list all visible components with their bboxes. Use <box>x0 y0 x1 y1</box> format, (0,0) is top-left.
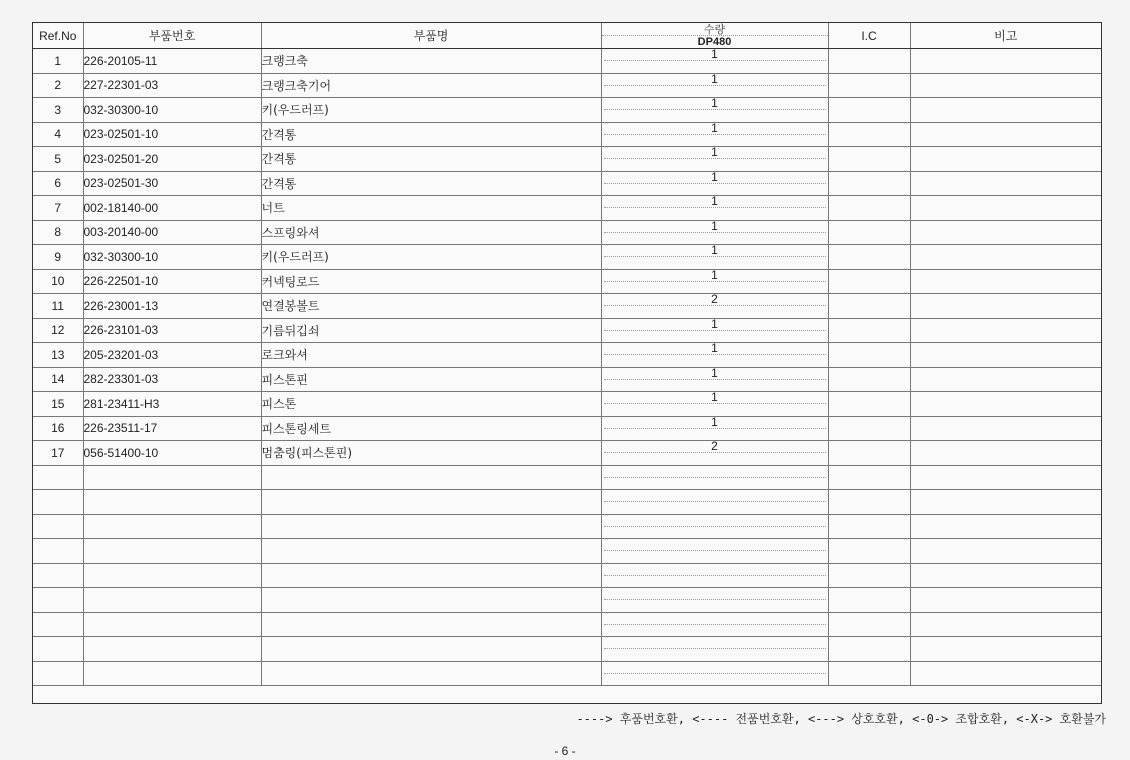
quantity-value: 1 <box>711 220 718 233</box>
part-number-cell <box>83 588 261 613</box>
part-name-cell <box>261 637 601 662</box>
remarks-cell <box>910 49 1101 74</box>
ref-no-cell <box>33 563 83 588</box>
ref-no-cell: 12 <box>33 318 83 343</box>
part-name-cell: 멈춤링(피스톤핀) <box>261 441 601 466</box>
quantity-cell <box>601 392 828 417</box>
part-number-cell: 023-02501-30 <box>83 171 261 196</box>
dotted-divider <box>604 60 826 61</box>
remarks-cell <box>910 98 1101 123</box>
remarks-cell <box>910 612 1101 637</box>
quantity-cell <box>601 563 828 588</box>
quantity-cell <box>601 490 828 515</box>
part-name-cell: 간격통 <box>261 147 601 172</box>
quantity-cell <box>601 269 828 294</box>
table-row <box>33 514 1101 539</box>
quantity-value: 2 <box>711 440 718 453</box>
remarks-cell <box>910 416 1101 441</box>
table-row <box>33 220 1101 245</box>
ref-no-cell <box>33 465 83 490</box>
part-name-cell <box>261 612 601 637</box>
table-row <box>33 416 1101 441</box>
quantity-cell <box>601 343 828 368</box>
quantity-cell <box>601 416 828 441</box>
quantity-value: 1 <box>711 244 718 257</box>
table-row <box>33 245 1101 270</box>
ic-cell <box>828 98 910 123</box>
ref-no-cell: 3 <box>33 98 83 123</box>
quantity-cell <box>601 220 828 245</box>
part-number-cell: 226-23511-17 <box>83 416 261 441</box>
ic-cell <box>828 220 910 245</box>
ref-no-header: Ref.No <box>33 23 83 49</box>
quantity-value: 1 <box>711 48 718 61</box>
ic-cell <box>828 49 910 74</box>
ic-cell <box>828 465 910 490</box>
ic-cell <box>828 661 910 686</box>
ic-cell <box>828 588 910 613</box>
part-name-cell: 피스톤핀 <box>261 367 601 392</box>
remarks-cell <box>910 73 1101 98</box>
dotted-divider <box>604 85 826 86</box>
dotted-divider <box>604 624 826 625</box>
part-name-cell: 간격통 <box>261 122 601 147</box>
quantity-cell <box>601 73 828 98</box>
table-row <box>33 171 1101 196</box>
part-name-cell <box>261 539 601 564</box>
parts-list-sheet <box>32 22 1102 704</box>
table-row <box>33 49 1101 74</box>
part-number-cell: 226-23001-13 <box>83 294 261 319</box>
part-name-header: 부품명 <box>261 23 601 49</box>
part-number-cell: 003-20140-00 <box>83 220 261 245</box>
dotted-divider <box>604 183 826 184</box>
table-row <box>33 318 1101 343</box>
quantity-value: 1 <box>711 416 718 429</box>
part-number-cell <box>83 661 261 686</box>
part-number-cell <box>83 563 261 588</box>
table-row <box>33 196 1101 221</box>
table-row <box>33 73 1101 98</box>
part-number-cell: 226-22501-10 <box>83 269 261 294</box>
table-row <box>33 612 1101 637</box>
part-name-cell: 연결봉볼트 <box>261 294 601 319</box>
ic-cell <box>828 490 910 515</box>
dotted-divider <box>604 428 826 429</box>
part-number-cell: 023-02501-10 <box>83 122 261 147</box>
remarks-cell <box>910 220 1101 245</box>
part-name-cell <box>261 465 601 490</box>
ref-no-cell <box>33 612 83 637</box>
page-number: - 6 - <box>554 744 576 758</box>
remarks-cell <box>910 318 1101 343</box>
part-name-cell: 크랭크축기어 <box>261 73 601 98</box>
remarks-cell <box>910 343 1101 368</box>
remarks-cell <box>910 563 1101 588</box>
remarks-cell <box>910 367 1101 392</box>
part-number-cell: 023-02501-20 <box>83 147 261 172</box>
table-row <box>33 490 1101 515</box>
ic-cell <box>828 343 910 368</box>
ic-cell <box>828 416 910 441</box>
remarks-cell <box>910 294 1101 319</box>
dotted-divider <box>604 403 826 404</box>
remarks-cell <box>910 539 1101 564</box>
part-name-cell: 간격통 <box>261 171 601 196</box>
ref-no-cell: 7 <box>33 196 83 221</box>
quantity-cell <box>601 49 828 74</box>
dotted-divider <box>604 354 826 355</box>
dotted-divider <box>604 305 826 306</box>
quantity-cell <box>601 245 828 270</box>
part-name-cell: 키(우드러프) <box>261 98 601 123</box>
quantity-cell <box>601 539 828 564</box>
table-row <box>33 465 1101 490</box>
remarks-cell <box>910 392 1101 417</box>
ic-cell <box>828 73 910 98</box>
ref-no-cell: 15 <box>33 392 83 417</box>
dotted-divider <box>604 281 826 282</box>
part-number-cell: 281-23411-H3 <box>83 392 261 417</box>
remarks-cell <box>910 441 1101 466</box>
remarks-cell <box>910 661 1101 686</box>
part-name-cell: 스프링와셔 <box>261 220 601 245</box>
quantity-cell <box>601 661 828 686</box>
dotted-divider <box>604 379 826 380</box>
part-name-cell <box>261 661 601 686</box>
quantity-value: 1 <box>711 342 718 355</box>
dotted-divider <box>604 207 826 208</box>
remarks-cell <box>910 269 1101 294</box>
quantity-value: 1 <box>711 367 718 380</box>
ref-no-cell: 4 <box>33 122 83 147</box>
remarks-cell <box>910 171 1101 196</box>
quantity-cell <box>601 318 828 343</box>
quantity-cell <box>601 147 828 172</box>
ref-no-cell <box>33 490 83 515</box>
quantity-header <box>601 23 828 49</box>
quantity-value: 1 <box>711 269 718 282</box>
dotted-divider <box>604 134 826 135</box>
part-name-cell <box>261 563 601 588</box>
table-row <box>33 661 1101 686</box>
table-row <box>33 588 1101 613</box>
part-name-cell <box>261 490 601 515</box>
ref-no-cell: 14 <box>33 367 83 392</box>
remarks-cell <box>910 122 1101 147</box>
part-number-cell <box>83 637 261 662</box>
table-row <box>33 122 1101 147</box>
table-row <box>33 269 1101 294</box>
quantity-cell <box>601 171 828 196</box>
ic-cell <box>828 563 910 588</box>
quantity-value: 1 <box>711 171 718 184</box>
part-number-cell <box>83 465 261 490</box>
remarks-cell <box>910 514 1101 539</box>
part-number-cell: 056-51400-10 <box>83 441 261 466</box>
quantity-cell <box>601 367 828 392</box>
quantity-value: 1 <box>711 97 718 110</box>
table-row <box>33 98 1101 123</box>
dotted-divider <box>604 575 826 576</box>
ref-no-cell: 5 <box>33 147 83 172</box>
part-number-cell: 226-20105-11 <box>83 49 261 74</box>
remarks-cell <box>910 490 1101 515</box>
quantity-cell <box>601 122 828 147</box>
part-number-cell <box>83 612 261 637</box>
table-row <box>33 392 1101 417</box>
ref-no-cell: 6 <box>33 171 83 196</box>
part-name-cell: 피스톤링세트 <box>261 416 601 441</box>
table-row <box>33 367 1101 392</box>
quantity-value: 1 <box>711 122 718 135</box>
interchangeability-legend: ----> 후품번호환, <---- 전품번호환, <---> 상호호환, <-0-> 조합호환, <-X-> 호환불가 <box>576 712 1106 726</box>
quantity-value: 1 <box>711 318 718 331</box>
table-row <box>33 441 1101 466</box>
part-number-cell: 032-30300-10 <box>83 245 261 270</box>
quantity-cell <box>601 588 828 613</box>
model-label: DP480 <box>697 35 732 48</box>
dotted-divider <box>604 232 826 233</box>
remarks-cell <box>910 637 1101 662</box>
parts-table <box>33 23 1101 686</box>
part-name-cell: 커넥팅로드 <box>261 269 601 294</box>
quantity-cell <box>601 98 828 123</box>
ref-no-cell: 10 <box>33 269 83 294</box>
quantity-cell <box>601 294 828 319</box>
quantity-cell <box>601 514 828 539</box>
dotted-divider <box>604 158 826 159</box>
remarks-header: 비고 <box>910 23 1101 49</box>
ref-no-cell <box>33 588 83 613</box>
table-row <box>33 563 1101 588</box>
part-name-cell: 크랭크축 <box>261 49 601 74</box>
ref-no-cell: 8 <box>33 220 83 245</box>
part-number-cell: 282-23301-03 <box>83 367 261 392</box>
ic-cell <box>828 392 910 417</box>
ic-cell <box>828 612 910 637</box>
remarks-cell <box>910 465 1101 490</box>
dotted-divider <box>604 477 826 478</box>
parts-table-body <box>33 49 1101 686</box>
quantity-cell <box>601 465 828 490</box>
dotted-divider <box>604 452 826 453</box>
remarks-cell <box>910 588 1101 613</box>
dotted-divider <box>604 648 826 649</box>
dotted-divider <box>604 501 826 502</box>
ic-cell <box>828 514 910 539</box>
part-number-cell: 205-23201-03 <box>83 343 261 368</box>
part-number-cell <box>83 490 261 515</box>
part-name-cell: 키(우드러프) <box>261 245 601 270</box>
dotted-divider <box>604 330 826 331</box>
ic-cell <box>828 441 910 466</box>
table-row <box>33 539 1101 564</box>
part-number-cell: 002-18140-00 <box>83 196 261 221</box>
part-name-cell: 기름뒤깁쇠 <box>261 318 601 343</box>
ic-cell <box>828 196 910 221</box>
quantity-value: 1 <box>711 391 718 404</box>
table-row <box>33 294 1101 319</box>
ref-no-cell: 2 <box>33 73 83 98</box>
quantity-cell <box>601 441 828 466</box>
ref-no-cell <box>33 514 83 539</box>
table-row <box>33 147 1101 172</box>
ref-no-cell: 1 <box>33 49 83 74</box>
ic-cell <box>828 245 910 270</box>
part-number-cell <box>83 514 261 539</box>
dotted-divider <box>604 526 826 527</box>
part-number-cell: 227-22301-03 <box>83 73 261 98</box>
part-name-cell <box>261 588 601 613</box>
ic-cell <box>828 367 910 392</box>
ic-cell <box>828 269 910 294</box>
part-number-cell <box>83 539 261 564</box>
quantity-cell <box>601 612 828 637</box>
table-header-row <box>33 23 1101 49</box>
part-name-cell: 너트 <box>261 196 601 221</box>
ref-no-cell <box>33 661 83 686</box>
quantity-label: 수량 <box>602 24 828 36</box>
ic-cell <box>828 539 910 564</box>
remarks-cell <box>910 147 1101 172</box>
remarks-cell <box>910 245 1101 270</box>
ref-no-cell: 9 <box>33 245 83 270</box>
part-name-cell: 피스톤 <box>261 392 601 417</box>
ic-cell <box>828 637 910 662</box>
ic-cell <box>828 171 910 196</box>
ic-header: I.C <box>828 23 910 49</box>
table-row <box>33 343 1101 368</box>
part-number-cell: 226-23101-03 <box>83 318 261 343</box>
ref-no-cell: 17 <box>33 441 83 466</box>
part-name-cell <box>261 514 601 539</box>
dotted-divider <box>604 550 826 551</box>
quantity-cell <box>601 196 828 221</box>
ic-cell <box>828 294 910 319</box>
ref-no-cell <box>33 539 83 564</box>
part-number-cell: 032-30300-10 <box>83 98 261 123</box>
table-row <box>33 637 1101 662</box>
ref-no-cell: 11 <box>33 294 83 319</box>
dotted-divider <box>604 673 826 674</box>
quantity-value: 1 <box>711 73 718 86</box>
quantity-cell <box>601 637 828 662</box>
dotted-divider <box>604 256 826 257</box>
ref-no-cell: 13 <box>33 343 83 368</box>
dotted-divider <box>604 109 826 110</box>
quantity-value: 1 <box>711 146 718 159</box>
part-name-cell: 로크와셔 <box>261 343 601 368</box>
quantity-value: 1 <box>711 195 718 208</box>
ic-cell <box>828 122 910 147</box>
dotted-divider <box>604 599 826 600</box>
ic-cell <box>828 318 910 343</box>
ref-no-cell: 16 <box>33 416 83 441</box>
part-number-header: 부품번호 <box>83 23 261 49</box>
ref-no-cell <box>33 637 83 662</box>
quantity-value: 2 <box>711 293 718 306</box>
ic-cell <box>828 147 910 172</box>
remarks-cell <box>910 196 1101 221</box>
